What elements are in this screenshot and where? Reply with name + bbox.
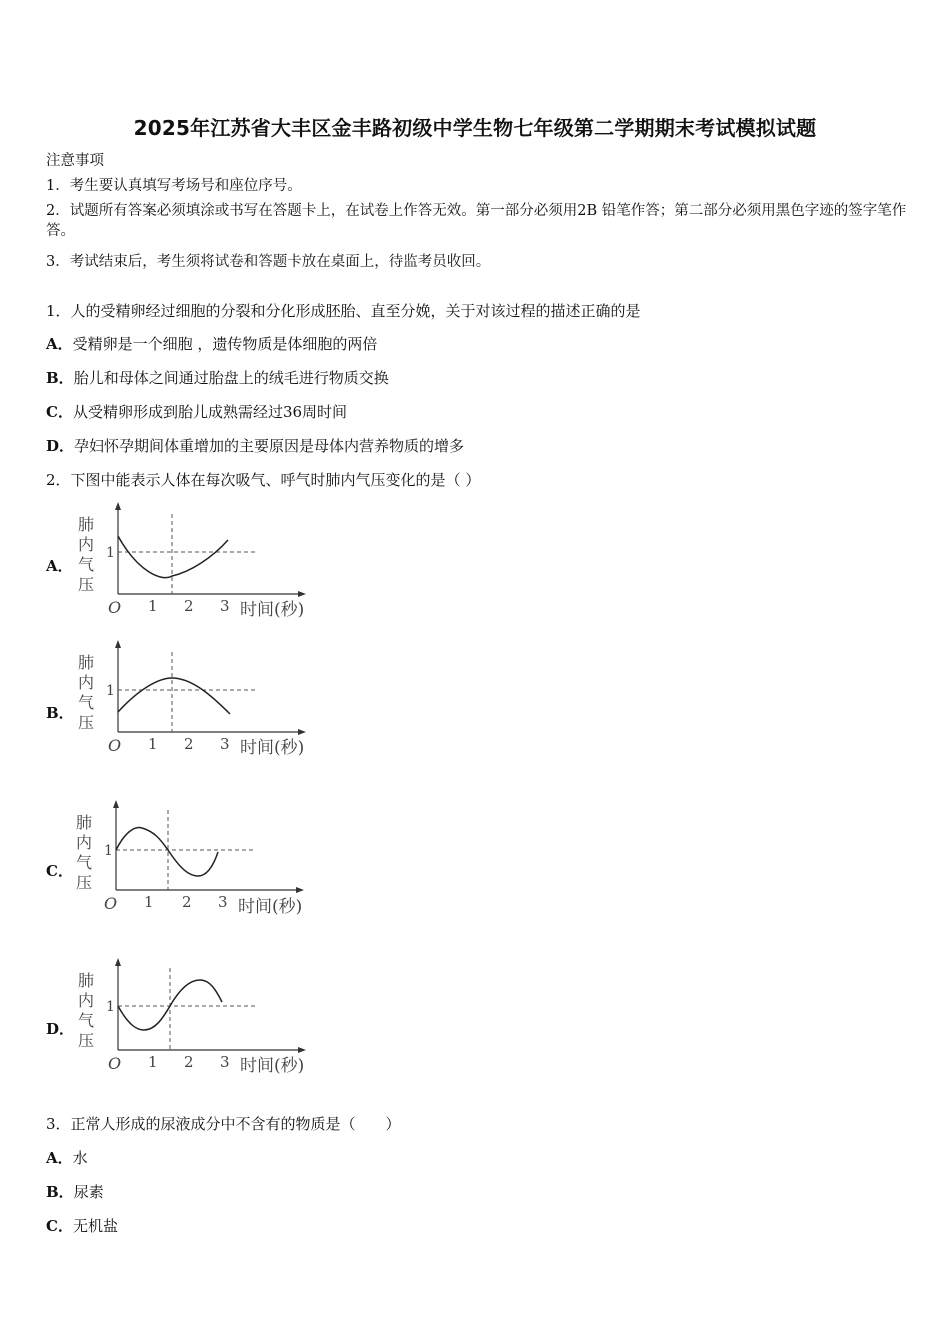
ytick-label: 1 [104, 843, 113, 859]
notice-item: 2．试题所有答案必须填涂或书写在答题卡上，在试卷上作答无效。第一部分必须用2B 铅笔作答；第二部分必须用黑色字迹的签字笔作答。 [46, 203, 907, 239]
notice-heading: 注意事项 [46, 153, 104, 169]
xtick-label: 2 [182, 893, 192, 911]
xtick-label: 3 [220, 1053, 230, 1071]
xlabel: 时间(秒) [240, 738, 305, 758]
ylabel-char: 内 [76, 833, 93, 852]
option-text: 孕妇怀孕期间体重增加的主要原因是母体内营养物质的增多 [74, 437, 465, 455]
xtick-label: 1 [148, 597, 158, 615]
ylabel-char: 肺 [78, 653, 95, 672]
xtick-label: 2 [184, 1053, 194, 1071]
pressure-curve [118, 536, 228, 578]
origin-label: O [108, 736, 122, 755]
ylabel [78, 971, 94, 1050]
option-letter: A． [46, 557, 73, 575]
pressure-curve [118, 980, 222, 1030]
y-axis-arrow [113, 800, 119, 808]
question-2-stem: 2．下图中能表示人体在每次吸气、呼气时肺内气压变化的是（ ） [46, 471, 481, 489]
y-axis-arrow [115, 640, 121, 648]
question-1-option-a [46, 334, 377, 354]
ylabel-char: 压 [76, 873, 93, 892]
notice-item: 3．考试结束后，考生须将试卷和答题卡放在桌面上，待监考员收回。 [46, 254, 491, 270]
option-text: 受精卵是一个细胞 ，遗传物质是体细胞的两倍 [72, 335, 378, 353]
question-1-option-c [46, 402, 347, 422]
origin-label: O [108, 1054, 122, 1073]
xtick-label: 1 [148, 735, 158, 753]
y-axis-arrow [115, 958, 121, 966]
option-letter: B． [46, 704, 74, 722]
ylabel [78, 515, 94, 594]
option-letter: C． [46, 1217, 73, 1235]
xtick-label: 1 [148, 1053, 158, 1071]
x-axis-arrow [298, 729, 306, 735]
xtick-label: 2 [184, 735, 194, 753]
xtick-label: 1 [144, 893, 154, 911]
x-axis-arrow [298, 591, 306, 597]
question-1-stem: 1．人的受精卵经过细胞的分裂和分化形成胚胎、直至分娩，关于对该过程的描述正确的是 [46, 302, 641, 320]
question-3-option-b [46, 1182, 104, 1202]
ylabel-char: 肺 [76, 813, 93, 832]
option-letter: C． [46, 862, 73, 880]
ylabel-char: 内 [78, 535, 95, 554]
question-3-option-c [46, 1216, 118, 1236]
ylabel [76, 813, 92, 892]
xtick-label: 3 [218, 893, 228, 911]
ytick-label: 1 [106, 683, 115, 699]
ylabel [78, 653, 94, 732]
page-title: 2025年江苏省大丰区金丰路初级中学生物七年级第二学期期末考试模拟试题 [133, 116, 817, 140]
ylabel-char: 气 [76, 853, 93, 872]
ylabel-char: 气 [78, 693, 95, 712]
xlabel: 时间(秒) [240, 600, 305, 620]
question-1-option-b [46, 368, 389, 388]
ylabel-char: 内 [78, 991, 95, 1010]
xtick-label: 3 [220, 735, 230, 753]
option-text: 从受精卵形成到胎儿成熟需经过36周时间 [72, 403, 348, 421]
option-text: 胎儿和母体之间通过胎盘上的绒毛进行物质交换 [73, 369, 389, 387]
option-text: 尿素 [73, 1183, 104, 1201]
question-3-stem: 3．正常人形成的尿液成分中不含有的物质是（ ） [46, 1115, 401, 1133]
ylabel-char: 压 [78, 713, 95, 732]
pressure-chart-b [72, 640, 362, 770]
option-letter: B． [46, 1183, 74, 1201]
ylabel-char: 气 [78, 1011, 95, 1030]
x-axis-arrow [298, 1047, 306, 1053]
ylabel-char: 肺 [78, 971, 95, 990]
notice-item: 1．考生要认真填写考场号和座位序号。 [46, 178, 302, 194]
xlabel: 时间(秒) [240, 1056, 305, 1076]
y-axis-arrow [115, 502, 121, 510]
ylabel-char: 肺 [78, 515, 95, 534]
question-3-option-a [46, 1148, 88, 1168]
option-letter: B． [46, 369, 74, 387]
option-letter: D． [46, 1020, 75, 1038]
option-text: 无机盐 [72, 1217, 118, 1235]
xtick-label: 3 [220, 597, 230, 615]
origin-label: O [104, 894, 118, 913]
origin-label: O [108, 598, 122, 617]
pressure-curve [116, 828, 218, 876]
pressure-chart-d [72, 958, 362, 1088]
ytick-label: 1 [106, 545, 115, 561]
x-axis-arrow [296, 887, 304, 893]
ylabel-char: 压 [78, 1031, 95, 1050]
option-letter: A． [46, 335, 73, 353]
question-1-option-d [46, 436, 464, 456]
ylabel-char: 内 [78, 673, 95, 692]
option-letter: C． [46, 403, 73, 421]
ylabel-char: 压 [78, 575, 95, 594]
option-text: 水 [72, 1149, 88, 1167]
pressure-curve [118, 678, 230, 714]
ylabel-char: 气 [78, 555, 95, 574]
option-letter: D． [46, 437, 75, 455]
pressure-chart-a [72, 502, 362, 632]
ytick-label: 1 [106, 999, 115, 1015]
option-letter: A． [46, 1149, 73, 1167]
xtick-label: 2 [184, 597, 194, 615]
xlabel: 时间(秒) [238, 897, 303, 917]
pressure-chart-c [72, 800, 362, 930]
